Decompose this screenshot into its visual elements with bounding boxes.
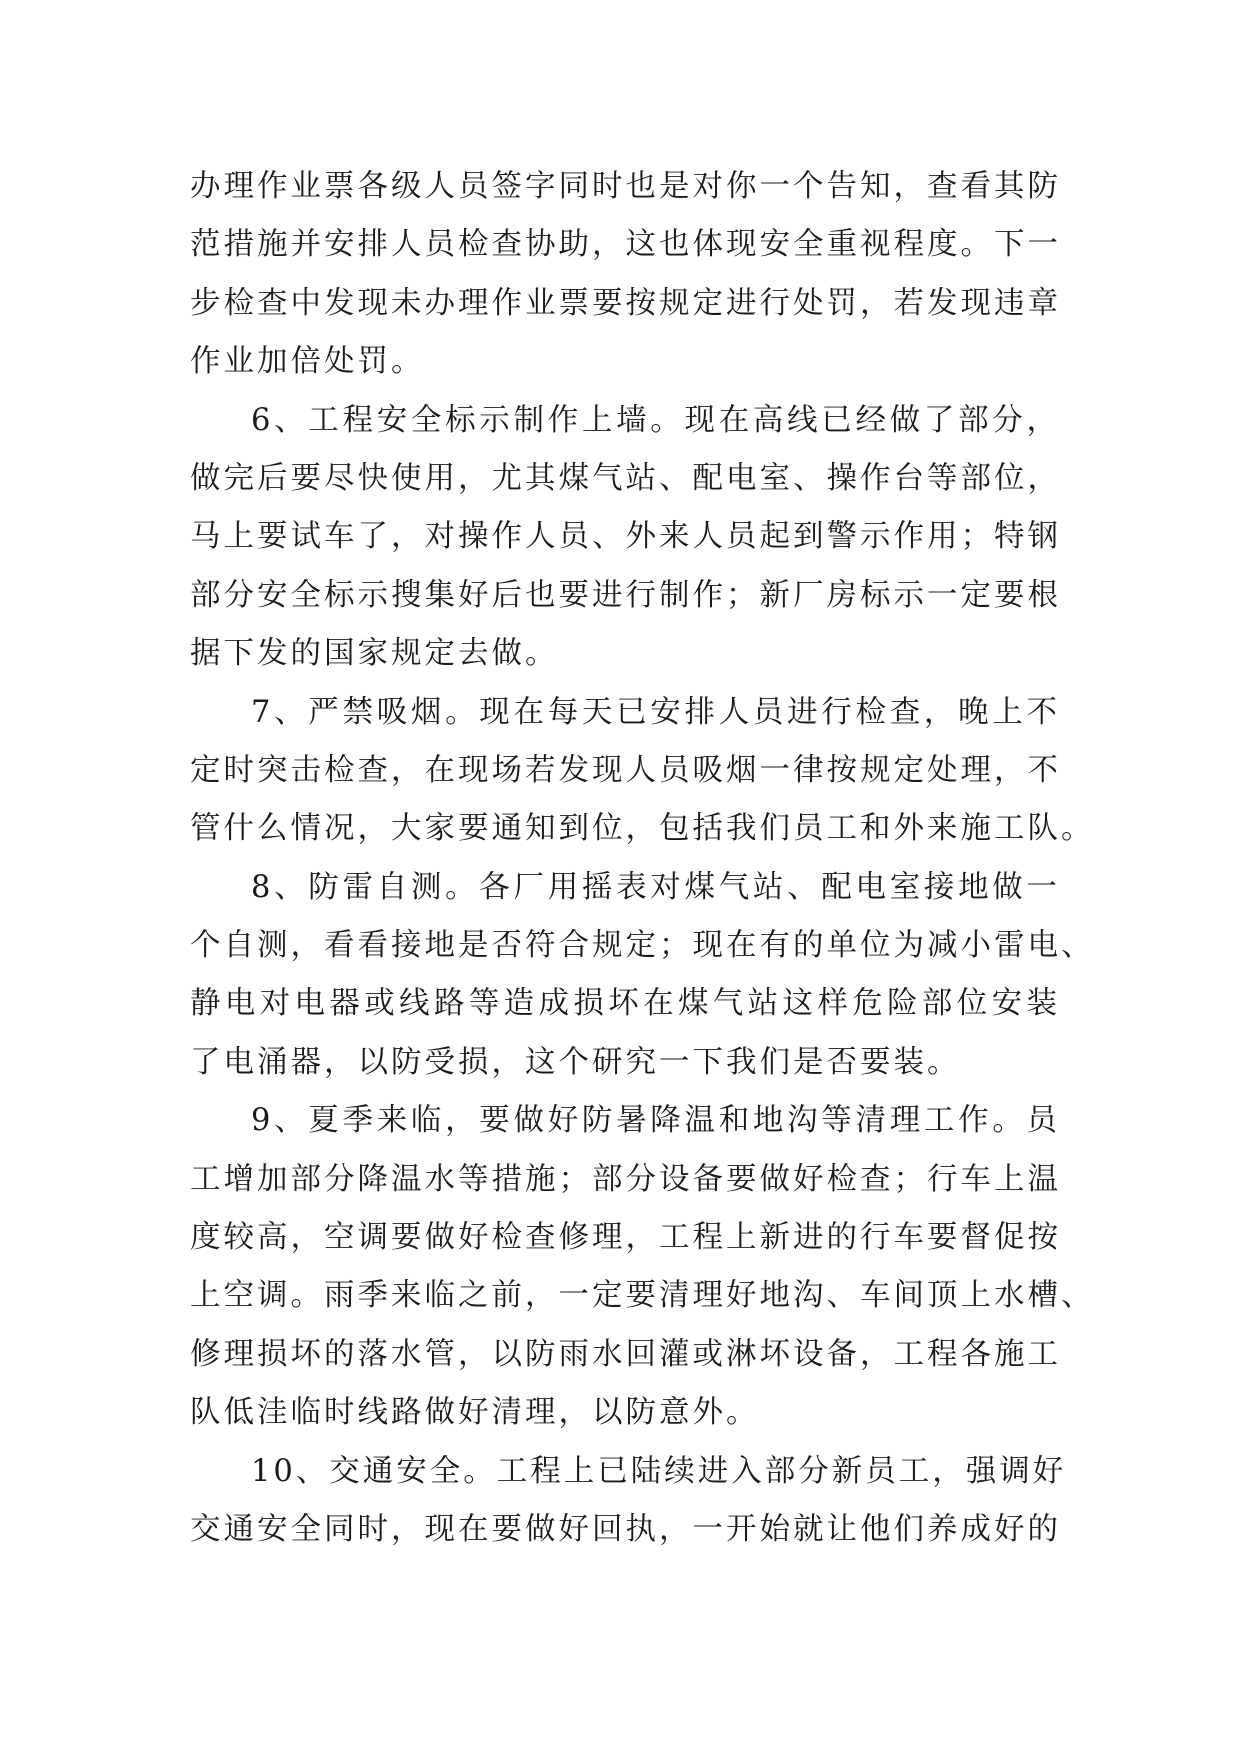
paragraph-item-9 (190, 1092, 1095, 1442)
text-line: 定时突击检查，在现场若发现人员吸烟一律按规定处理，不 (190, 752, 1061, 788)
text-line: 上空调。雨季来临之前，一定要清理好地沟、车间顶上水槽、 (190, 1278, 1095, 1314)
text-line: 做完后要尽快使用，尤其煤气站、配电室、操作台等部位， (190, 460, 1061, 496)
text-line: 9、夏季来临，要做好防暑降温和地沟等清理工作。员 (251, 1103, 1060, 1139)
text-line: 10、交通安全。工程上已陆续进入部分新员工，强调好 (251, 1453, 1067, 1489)
text-line: 部分安全标示搜集好后也要进行制作；新厂房标示一定要根 (190, 577, 1061, 613)
text-line: 交通安全同时，现在要做好回执，一开始就让他们养成好的 (190, 1511, 1061, 1547)
text-line: 6、工程安全标示制作上墙。现在高线已经做了部分， (251, 402, 1060, 438)
text-line: 个自测，看看接地是否符合规定；现在有的单位为减小雷电、 (190, 928, 1095, 964)
text-line: 了电涌器，以防受损，这个研究一下我们是否要装。 (190, 1044, 961, 1080)
text-line: 马上要试车了，对操作人员、外来人员起到警示作用；特钢 (190, 519, 1061, 555)
text-line: 步检查中发现未办理作业票要按规定进行处罚，若发现违章 (190, 285, 1061, 321)
text-line: 作业加倍处罚。 (190, 344, 425, 380)
text-line: 工增加部分降温水等措施；部分设备要做好检查；行车上温 (190, 1161, 1061, 1197)
text-line: 度较高，空调要做好检查修理，工程上新进的行车要督促按 (190, 1220, 1061, 1256)
text-line: 据下发的国家规定去做。 (190, 636, 559, 672)
paragraph-item-6 (190, 392, 1060, 684)
text-line: 管什么情况，大家要通知到位，包括我们员工和外来施工队。 (190, 811, 1095, 847)
paragraph-item-7 (190, 684, 1095, 859)
paragraph-item-8 (190, 859, 1095, 1093)
paragraph-item-10 (190, 1443, 1067, 1560)
text-line: 范措施并安排人员检查协助，这也体现安全重视程度。下一 (190, 227, 1061, 263)
text-line: 静电对电器或线路等造成损坏在煤气站这样危险部位安装 (190, 986, 1060, 1022)
text-line: 8、防雷自测。各厂用摇表对煤气站、配电室接地做一 (251, 869, 1060, 905)
document-body (190, 158, 1095, 1559)
text-line: 7、严禁吸烟。现在每天已安排人员进行检查，晚上不 (251, 694, 1060, 730)
paragraph-work-permit (190, 158, 1060, 392)
text-line: 修理损坏的落水管，以防雨水回灌或淋坏设备，工程各施工 (190, 1336, 1061, 1372)
text-line: 队低洼临时线路做好清理，以防意外。 (190, 1395, 760, 1431)
text-line: 办理作业票各级人员签字同时也是对你一个告知，查看其防 (190, 169, 1061, 204)
